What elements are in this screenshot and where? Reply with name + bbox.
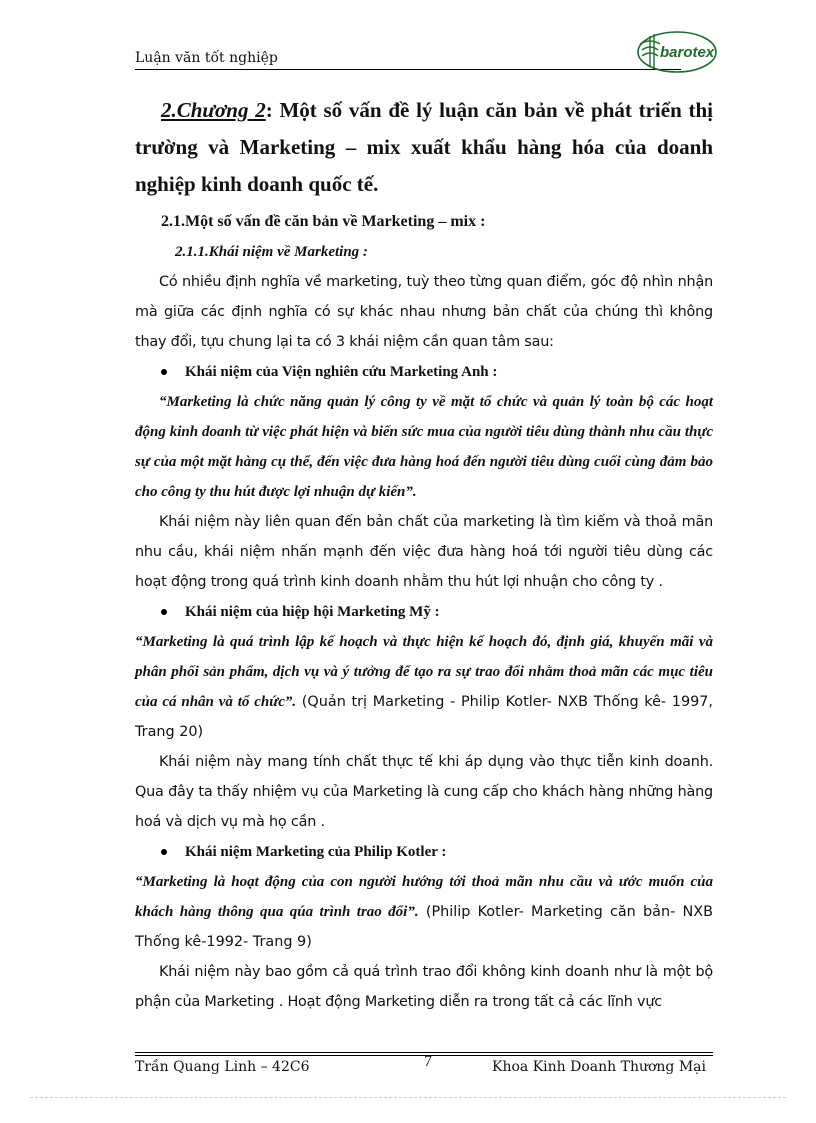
quote-text: “Marketing là hoạt động của con người hướng tới thoả mãn nhu cầu và ước muốn của khách hàng thông qua qúa trình trao đổi”. bbox=[135, 874, 713, 920]
page-header bbox=[135, 48, 717, 70]
concept-comment-3: Khái niệm này bao gồm cả quá trình trao đổi không kinh doanh như là một bộ phận của Marketing . Hoạt động Marketing diễn ra trong tất cả các lĩnh vực bbox=[135, 964, 713, 1010]
quote-text: “Marketing là quá trình lập kế hoạch và thực hiện kế hoạch đó, định giá, khuyến mãi và phân phối sản phẩm, dịch vụ và ý tưởng để tạo ra sự trao đổi nhằm thoả mãn các mục tiêu của cá nhân và tổ chức”. bbox=[135, 634, 713, 710]
concept-heading-1: Khái niệm của Viện nghiên cứu Marketing Anh : bbox=[135, 357, 713, 387]
bullet-icon bbox=[161, 849, 167, 855]
concept-comment-2: Khái niệm này mang tính chất thực tế khi áp dụng vào thực tiễn kinh doanh. Qua đây ta thấy nhiệm vụ của Marketing là cung cấp cho khách hàng những hàng hoá và dịch vụ mà họ cần . bbox=[135, 754, 713, 830]
quote-source: (Philip Kotler- Marketing căn bản- NXB Thống kê-1992- Trang 9) bbox=[135, 904, 714, 950]
concept-comment-1: Khái niệm này liên quan đến bản chất của marketing là tìm kiếm và thoả mãn nhu cầu, khái niệm nhấn mạnh đến việc đưa hàng hoá tới người tiêu dùng các hoạt động trong quá trình kinh doanh nhằm thu hút lợi nhuận cho công ty . bbox=[135, 514, 713, 590]
header-rule bbox=[135, 69, 681, 70]
intro-paragraph: Có nhiều định nghĩa về marketing, tuỳ theo từng quan điểm, góc độ nhìn nhận mà giữa các định nghĩa có sự khác nhau nhưng bản chất của chúng thì không thay đổi, tựu chung lại ta có 3 khái niệm cần quan tâm sau: bbox=[135, 274, 713, 350]
bullet-icon bbox=[161, 369, 167, 375]
chapter-number: 2.Chương 2 bbox=[161, 98, 266, 122]
concept-heading-2: Khái niệm của hiệp hội Marketing Mỹ : bbox=[135, 597, 713, 627]
footer-faculty: Khoa Kinh Doanh Thương Mại bbox=[492, 1059, 706, 1075]
concept-quote-1: “Marketing là chức năng quản lý công ty về mặt tổ chức và quản lý toàn bộ các hoạt động kinh doanh từ việc phát hiện và biến sức mua của người tiêu dùng thành nhu cầu thực sự của một mặt hàng cụ thể, đến việc đưa hàng hoá đến người tiêu dùng cuối cùng đảm bảo cho công ty thu hút được lợi nhuận dự kiến”. bbox=[135, 394, 713, 500]
bullet-icon bbox=[161, 609, 167, 615]
page-number: 7 bbox=[424, 1053, 432, 1070]
barotex-logo bbox=[636, 30, 718, 74]
main-content bbox=[135, 92, 713, 1017]
footer-author: Trần Quang Linh – 42C6 bbox=[135, 1059, 310, 1075]
page-break-line bbox=[30, 1097, 786, 1098]
chapter-heading bbox=[135, 92, 713, 203]
section-heading: 2.1.Một số vấn đề căn bản về Marketing – mix : bbox=[161, 213, 486, 230]
header-title: Luận văn tốt nghiệp bbox=[135, 50, 278, 66]
logo-text: barotex bbox=[660, 44, 715, 61]
concept-quote-3 bbox=[135, 867, 713, 957]
subsection-heading: 2.1.1.Khái niệm về Marketing : bbox=[175, 244, 368, 260]
concept-heading-3: Khái niệm Marketing của Philip Kotler : bbox=[135, 837, 713, 867]
chapter-title: : Một số vấn đề lý luận căn bản về phát triển thị trường và Marketing – mix xuất khẩu hàng hóa của doanh nghiệp kinh doanh quốc tế. bbox=[135, 98, 714, 196]
concept-quote-2 bbox=[135, 627, 713, 747]
quote-source: (Quản trị Marketing - Philip Kotler- NXB Thống kê- 1997, Trang 20) bbox=[135, 694, 713, 740]
